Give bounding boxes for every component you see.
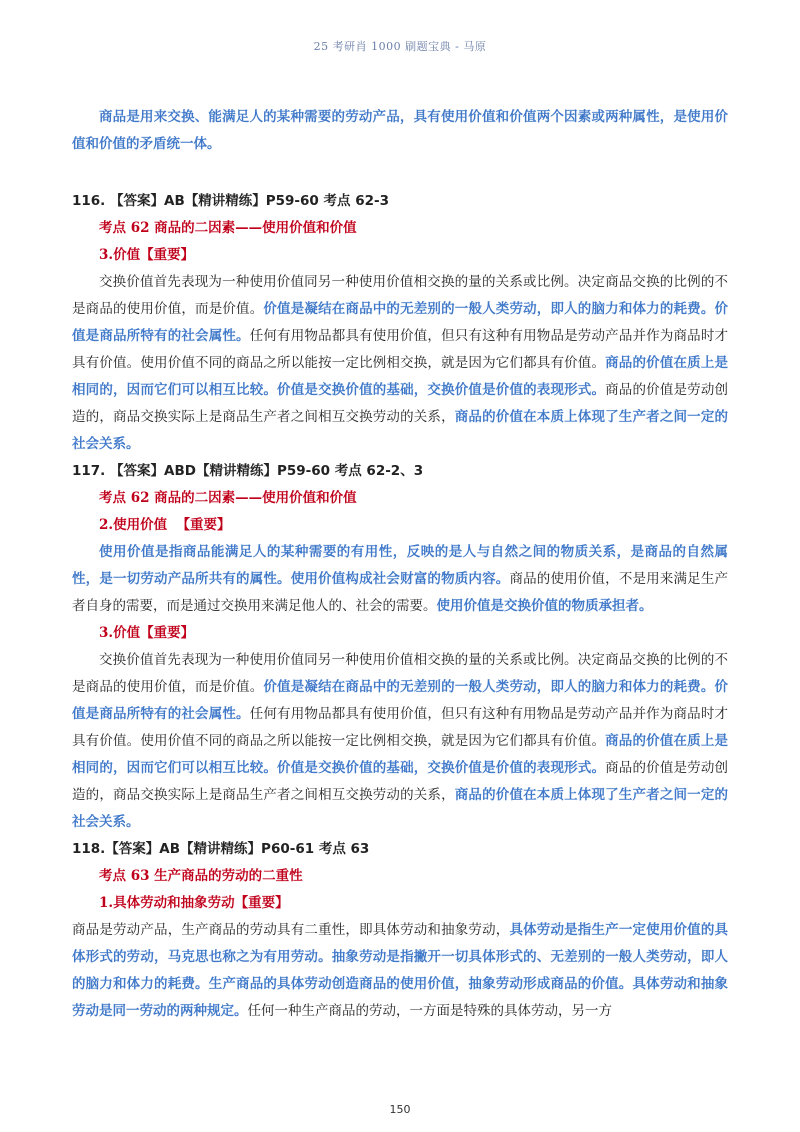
p118-a: 商品是劳动产品，生产商品的劳动具有二重性，即具体劳动和抽象劳动， xyxy=(72,922,510,938)
subheading-117a-num: 2.使用价值 xyxy=(99,517,168,533)
subheading-116-num: 3.价值 xyxy=(99,247,141,263)
topic-heading-116: 考点 62 商品的二因素——使用价值和价值 xyxy=(99,220,357,236)
p116-blue3: 商品的价值在本质上体现了生产者之间一定的社会关系。 xyxy=(72,409,728,452)
page-number: 150 xyxy=(389,1103,411,1116)
answer-116-text: 116. 【答案】AB【精讲精练】P59-60 考点 62-3 xyxy=(72,193,389,209)
p118-blue: 具体劳动是指生产一定使用价值的具体形式的劳动，马克思也称之为有用劳动。抽象劳动是指撇开一切具体形式的、无差别的一般人类劳动，即人的脑力和体力的耗费。生产商品的具体劳动创造商品的使用价值，抽象劳动形成商品的价值。具体劳动和抽象劳动是同一劳动的两种规定。 xyxy=(72,922,729,1019)
p117b-blue2: 商品的价值在质上是相同的，因而它们可以相互比较。价值是交换价值的基础，交换价值是价值的表现形式。 xyxy=(72,733,729,776)
p117b-blue: 价值是凝结在商品中的无差别的一般人类劳动，即人的脑力和体力的耗费。价值是商品所特有的社会属性。 xyxy=(72,679,729,722)
p117b-b: 任何有用物品都具有使用价值，但只有这种有用物品是劳动产品并作为商品时才具有价值。使用价值不同的商品之所以能按一定比例相交换，就是因为它们都具有价值。 xyxy=(72,706,729,749)
p117a-blue: 使用价值是指商品能满足人的某种需要的有用性，反映的是人与自然之间的物质关系，是商品的自然属性，是一切劳动产品所共有的属性。使用价值构成社会财富的物质内容。 xyxy=(72,544,728,587)
paragraph-117-a xyxy=(72,539,728,620)
topic-heading-118: 考点 63 生产商品的劳动的二重性 xyxy=(99,868,303,884)
paragraph-116 xyxy=(72,269,728,458)
answer-117-text: 117. 【答案】ABD【精讲精练】P59-60 考点 62-2、3 xyxy=(72,463,424,479)
p117b-a: 交换价值首先表现为一种使用价值同另一种使用价值相交换的量的关系或比例。决定商品交换的比例的不是商品的使用价值，而是价值。 xyxy=(72,652,728,695)
subheading-117b-num: 3.价值 xyxy=(99,625,141,641)
p118-b: 任何一种生产商品的劳动，一方面是特殊的具体劳动，另一方 xyxy=(247,1003,612,1019)
page-header: 25 考研肖 1000 刷题宝典 - 马原 xyxy=(313,40,487,53)
subheading-118-tag: 【重要】 xyxy=(234,895,289,911)
answer-118-text: 118.【答案】AB【精讲精练】P60-61 考点 63 xyxy=(72,841,370,857)
p117a-blue2: 使用价值是交换价值的物质承担者。 xyxy=(436,598,653,614)
topic-heading-117: 考点 62 商品的二因素——使用价值和价值 xyxy=(99,490,357,506)
p117a-b: 商品的使用价值，不是用来满足生产者自身的需要，而是通过交换用来满足他人的、社会的需要。 xyxy=(72,571,729,614)
p116-c: 商品的价值是劳动创造的，商品交换实际上是商品生产者之间相互交换劳动的关系， xyxy=(72,382,729,425)
subheading-116 xyxy=(72,242,728,269)
intro-paragraph: 商品是用来交换、能满足人的某种需要的劳动产品，具有使用价值和价值两个因素或两种属性，是使用价值和价值的矛盾统一体。 xyxy=(72,109,728,152)
p116-blue: 价值是凝结在商品中的无差别的一般人类劳动，即人的脑力和体力的耗费。价值是商品所特有的社会属性。 xyxy=(72,301,729,344)
subheading-117-b xyxy=(72,620,728,647)
p116-blue2: 商品的价值在质上是相同的，因而它们可以相互比较。价值是交换价值的基础，交换价值是价值的表现形式。 xyxy=(72,355,729,398)
subheading-116-tag: 【重要】 xyxy=(140,247,195,263)
subheading-118 xyxy=(72,890,728,917)
answer-line-118 xyxy=(72,836,728,863)
paragraph-118 xyxy=(72,917,728,1025)
p117b-blue3: 商品的价值在本质上体现了生产者之间一定的社会关系。 xyxy=(72,787,728,830)
page-content xyxy=(72,104,728,1025)
paragraph-117-b xyxy=(72,647,728,836)
p116-b: 任何有用物品都具有使用价值，但只有这种有用物品是劳动产品并作为商品时才具有价值。使用价值不同的商品之所以能按一定比例相交换，就是因为它们都具有价值。 xyxy=(72,328,729,371)
subheading-117b-tag: 【重要】 xyxy=(140,625,195,641)
answer-line-116 xyxy=(72,188,728,215)
subheading-117-a xyxy=(72,512,728,539)
subheading-117a-tag: 【重要】 xyxy=(176,517,231,533)
p116-a: 交换价值首先表现为一种使用价值同另一种使用价值相交换的量的关系或比例。决定商品交换的比例的不是商品的使用价值，而是价值。 xyxy=(72,274,728,317)
answer-line-117 xyxy=(72,458,728,485)
subheading-118-num: 1.具体劳动和抽象劳动 xyxy=(99,895,235,911)
p117b-c: 商品的价值是劳动创造的，商品交换实际上是商品生产者之间相互交换劳动的关系， xyxy=(72,760,729,803)
